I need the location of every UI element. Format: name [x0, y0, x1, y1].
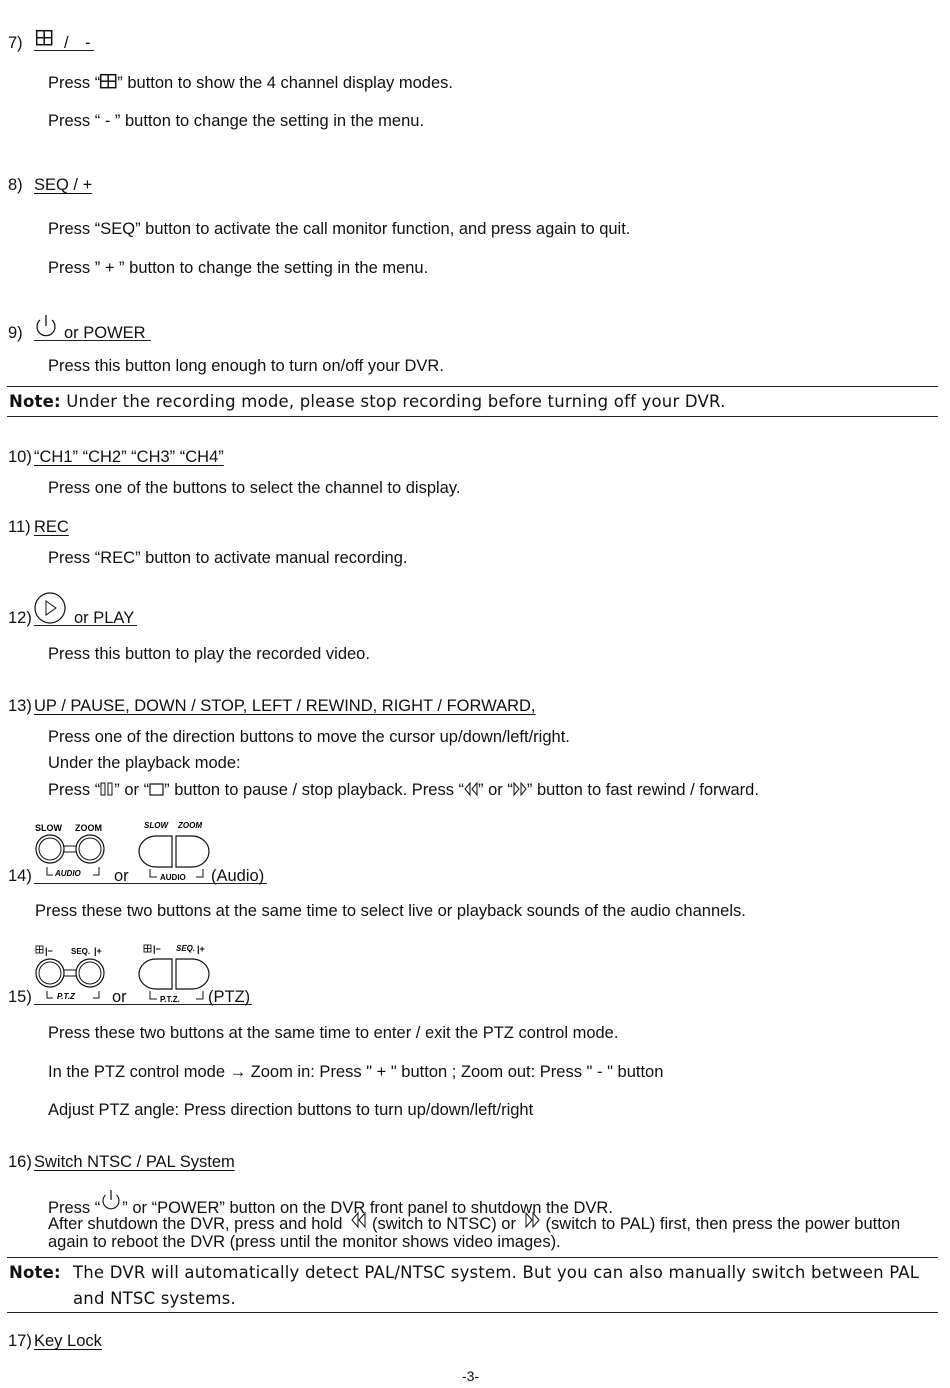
item-7-para-2: Press “ - ” button to change the setting in the menu.	[48, 112, 425, 130]
item-9-para-1: Press this button long enough to turn on/off your DVR.	[48, 357, 444, 375]
quad-display-icon	[100, 74, 117, 89]
item-11-number: 11)	[8, 518, 31, 536]
text: ” button to show the 4 channel display modes.	[117, 74, 453, 92]
item-14-number: 14)	[8, 867, 32, 885]
item-16-para-3: again to reboot the DVR (press until the monitor shows video images).	[48, 1233, 561, 1251]
note-2-line-2: and NTSC systems.	[73, 1289, 236, 1308]
page-number: -3-	[462, 1368, 480, 1384]
slow-label: SLOW	[35, 823, 62, 833]
text: Press “	[48, 74, 101, 92]
text: ” button to fast rewind / forward.	[526, 781, 759, 799]
item-11-heading: REC	[34, 518, 69, 536]
forward-icon	[513, 781, 527, 797]
item-10-heading: “CH1” “CH2” “CH3” “CH4”	[34, 448, 224, 466]
item-8-number: 8)	[8, 176, 23, 194]
quad-display-icon	[36, 30, 54, 47]
audio-label-a: AUDIO	[55, 869, 81, 878]
item-15-para-2: In the PTZ control mode → Zoom in: Press " + " button ; Zoom out: Press " - " button	[48, 1063, 664, 1081]
item-8-heading: SEQ / +	[34, 176, 93, 194]
rewind-icon	[351, 1212, 367, 1230]
note-2-bottom-rule	[7, 1312, 938, 1313]
note-1-label: Note:	[9, 392, 61, 411]
note-2-label-text: Note:	[9, 1263, 61, 1282]
item-15-underline	[34, 1004, 252, 1005]
item-15-para-3: Adjust PTZ angle: Press direction buttons to turn up/down/left/right	[48, 1101, 534, 1119]
text: ” or “	[114, 781, 150, 799]
slow-label: SLOW	[144, 821, 168, 830]
note-2-label	[9, 1263, 61, 1282]
seq-label: SEQ.	[176, 944, 196, 953]
slow-zoom-square-buttons	[136, 819, 216, 881]
item-9-number: 9)	[8, 324, 23, 342]
audio-label-b: AUDIO	[160, 873, 186, 882]
item-9-underline	[34, 340, 151, 341]
item-16-para-2	[48, 1212, 900, 1234]
item-15-number: 15)	[8, 988, 32, 1006]
item-10-number: 10)	[8, 448, 32, 466]
item-12-underline	[34, 625, 137, 626]
item-17-number: 17)	[8, 1332, 32, 1350]
text: Press “	[48, 781, 101, 799]
text: ” or “	[478, 781, 513, 799]
item-12-para-1: Press this button to play the recorded video.	[48, 645, 370, 663]
ptz-label-b: P.T.Z.	[160, 995, 180, 1004]
item-14-underline	[34, 883, 267, 884]
item-7-heading: / -	[64, 34, 91, 52]
plus-label: |+	[197, 944, 205, 954]
ptz-square-buttons	[136, 941, 216, 1003]
item-15-para-1: Press these two buttons at the same time to enter / exit the PTZ control mode.	[48, 1024, 619, 1042]
text: ” button to pause / stop playback. Press “	[164, 781, 465, 799]
item-15-suffix: (PTZ)	[208, 988, 251, 1006]
item-13-para-3	[48, 780, 759, 800]
item-17-heading: Key Lock	[34, 1332, 102, 1350]
ptz-label-a: P.T.Z	[57, 992, 75, 1001]
item-7-number: 7)	[8, 34, 23, 52]
item-16-heading: Switch NTSC / PAL System	[34, 1153, 235, 1171]
item-13-para-1: Press one of the direction buttons to move the cursor up/down/left/right.	[48, 728, 570, 746]
text: (switch to NTSC) or	[372, 1215, 516, 1233]
text: Press “	[48, 1199, 101, 1217]
item-9-heading: or POWER	[64, 324, 146, 342]
note-1	[9, 392, 726, 411]
slow-zoom-round-buttons	[33, 819, 113, 881]
note-1-text: Under the recording mode, please stop recording before turning off your DVR.	[66, 392, 726, 411]
power-icon	[34, 314, 58, 338]
note-2-top-rule	[7, 1257, 938, 1258]
note-2-line-1: The DVR will automatically detect PAL/NTSC system. But you can also manually switch between PAL	[73, 1263, 920, 1282]
item-8-para-2: Press ” + ” button to change the setting in the menu.	[48, 259, 429, 277]
item-7-para-1	[48, 73, 453, 93]
item-12-number: 12)	[8, 609, 32, 627]
text: After shutdown the DVR, press and hold	[48, 1215, 343, 1233]
item-16-number: 16)	[8, 1153, 32, 1171]
item-13-number: 13)	[8, 697, 32, 715]
item-10-para-1: Press one of the buttons to select the channel to display.	[48, 479, 461, 497]
item-8-para-1: Press “SEQ” button to activate the call monitor function, and press again to quit.	[48, 220, 631, 238]
power-icon	[100, 1189, 122, 1211]
zoom-label: ZOOM	[178, 821, 202, 830]
item-15-or: or	[112, 988, 127, 1006]
note-1-bottom-rule	[7, 416, 938, 417]
minus-label: |−	[153, 944, 161, 954]
item-14-para-1: Press these two buttons at the same time to select live or playback sounds of the audio channels.	[35, 902, 746, 920]
item-7-underline	[34, 50, 94, 51]
forward-icon	[525, 1212, 541, 1230]
play-button-icon	[34, 592, 68, 626]
item-13-heading: UP / PAUSE, DOWN / STOP, LEFT / REWIND, RIGHT / FORWARD,	[34, 697, 536, 715]
stop-icon	[149, 783, 164, 796]
ptz-round-buttons	[33, 941, 113, 1003]
item-12-heading: or PLAY	[74, 609, 135, 627]
item-11-para-1: Press “REC” button to activate manual recording.	[48, 549, 408, 567]
text: (switch to PAL) first, then press the power button	[545, 1215, 901, 1233]
rewind-icon	[464, 781, 478, 797]
zoom-label: ZOOM	[75, 823, 102, 833]
note-2-body	[73, 1260, 919, 1312]
seq-label: SEQ.	[71, 947, 91, 956]
note-1-top-rule	[7, 386, 938, 387]
item-14-or: or	[114, 867, 129, 885]
text: ” or “POWER” button on the DVR front panel to shutdown the DVR.	[122, 1199, 613, 1217]
item-13-para-2: Under the playback mode:	[48, 754, 241, 772]
item-14-suffix: (Audio)	[211, 867, 265, 885]
plus-label: |+	[94, 946, 102, 956]
pause-icon	[100, 782, 114, 796]
minus-label: |−	[45, 946, 53, 956]
